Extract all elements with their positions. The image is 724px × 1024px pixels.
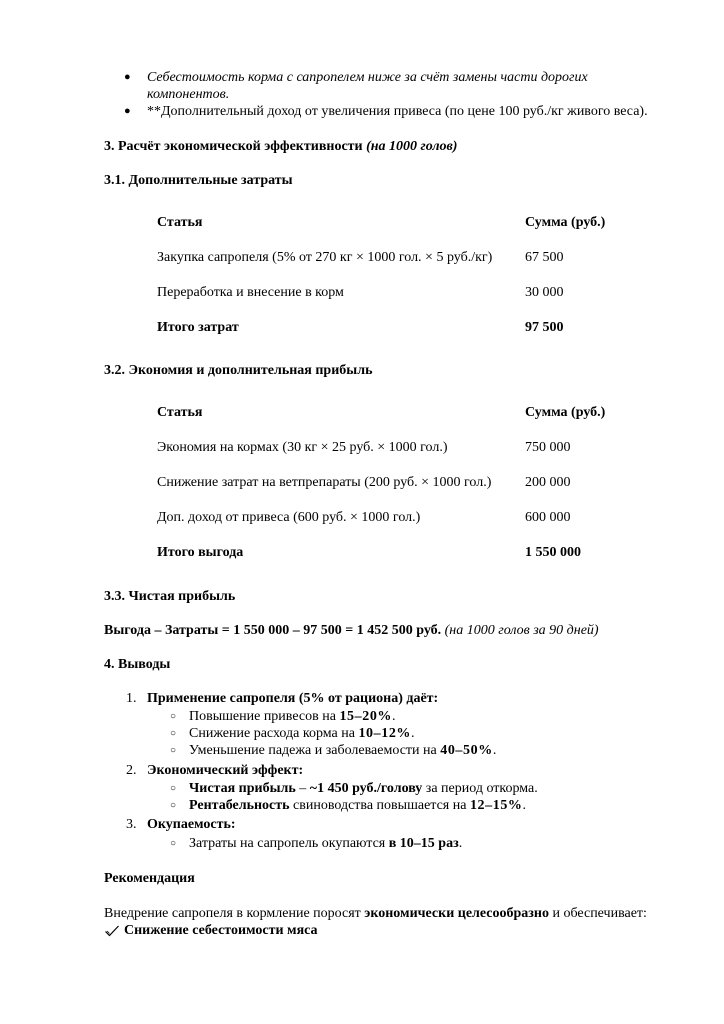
benefit-table-row-item: Экономия на кормах (30 кг × 25 руб. × 1000 гол.) xyxy=(157,440,448,455)
subitem-value: 40–50% xyxy=(440,743,493,758)
subitem-text: свиноводства повышается на xyxy=(289,798,470,813)
recommendation-text xyxy=(104,905,647,922)
benefit-table-row-item: Снижение затрат на ветпрепараты (200 руб. × 1000 гол.) xyxy=(157,475,492,490)
circle-bullet-icon: ○ xyxy=(170,711,177,722)
benefit-table-row-amount: 600 000 xyxy=(525,510,571,525)
benefit-table-row-item: Доп. доход от привеса (600 руб. × 1000 гол.) xyxy=(157,510,421,525)
subitem-end: . xyxy=(522,798,527,813)
section-3-3-title: 3.3. Чистая прибыль xyxy=(104,589,236,604)
subitem-text: Повышение привесов на xyxy=(189,709,340,724)
subitem-text: Затраты на сапропель окупаются xyxy=(189,836,389,851)
costs-table-total-item: Итого затрат xyxy=(157,320,239,335)
subitem-end: . xyxy=(492,743,497,758)
benefit-table-total-item: Итого выгода xyxy=(157,545,244,560)
recommendation-post: и обеспечивает: xyxy=(548,906,647,921)
subitem-end: . xyxy=(458,836,463,851)
costs-table-row-item: Закупка сапропеля (5% от 270 кг × 1000 гол. × 5 руб./кг) xyxy=(157,250,493,265)
conclusion-subitem xyxy=(189,742,496,759)
costs-table-row-amount: 30 000 xyxy=(525,285,564,300)
costs-table-total-amount: 97 500 xyxy=(525,320,564,335)
net-profit-formula: Выгода – Затраты = 1 550 000 – 97 500 = 1 452 500 руб. xyxy=(104,623,442,638)
conclusion-number: 1. xyxy=(126,691,137,706)
costs-table-header-amount: Сумма (руб.) xyxy=(525,215,606,230)
conclusion-number: 3. xyxy=(126,817,137,832)
benefit-table-total-amount: 1 550 000 xyxy=(525,545,581,560)
conclusion-title: Экономический эффект: xyxy=(147,763,304,778)
costs-table-row-amount: 67 500 xyxy=(525,250,564,265)
section-3-2-title: 3.2. Экономия и дополнительная прибыль xyxy=(104,363,373,378)
subitem-end: за период откорма. xyxy=(422,781,538,796)
intro-bullet-1-line1: Себестоимость корма с сапропелем ниже за счёт замены части дорогих xyxy=(147,70,588,85)
circle-bullet-icon: ○ xyxy=(170,838,177,849)
subitem-value: в 10–15 раз xyxy=(388,836,459,851)
subitem-end: . xyxy=(392,709,396,724)
subitem-value: 15–20% xyxy=(339,709,393,724)
net-profit-note: (на 1000 голов за 90 дней) xyxy=(444,623,599,638)
section-3-title: 3. Расчёт экономической эффективности xyxy=(104,139,363,154)
check-mark-icon xyxy=(104,924,120,938)
subitem-label: Чистая прибыль xyxy=(189,781,296,796)
recommendation-title: Рекомендация xyxy=(104,871,195,886)
section-3-1-title: 3.1. Дополнительные затраты xyxy=(104,173,293,188)
subitem-text: Уменьшение падежа и заболеваемости на xyxy=(189,743,441,758)
conclusion-number: 2. xyxy=(126,763,137,778)
recommendation-bold: экономически целесообразно xyxy=(364,906,549,921)
benefit-table-row-amount: 200 000 xyxy=(525,475,571,490)
section-4-title: 4. Выводы xyxy=(104,657,171,672)
subitem-text: – xyxy=(295,781,310,796)
circle-bullet-icon: ○ xyxy=(170,728,177,739)
subitem-value: 12–15% xyxy=(469,798,523,813)
recommendation-pre: Внедрение сапропеля в кормление поросят xyxy=(104,906,365,921)
costs-table-row-item: Переработка и внесение в корм xyxy=(157,285,344,300)
conclusion-title: Применение сапропеля (5% от рациона) даёт: xyxy=(147,691,439,706)
circle-bullet-icon: ○ xyxy=(170,800,177,811)
conclusion-subitem xyxy=(189,797,526,814)
intro-bullet-1-line2: компонентов. xyxy=(147,87,230,102)
benefit-table-header-amount: Сумма (руб.) xyxy=(525,405,606,420)
section-3-heading xyxy=(104,138,457,155)
benefit-table-row-amount: 750 000 xyxy=(525,440,571,455)
bullet-icon: ● xyxy=(124,71,131,83)
net-profit-line xyxy=(104,622,599,639)
recommendation-check-item: Снижение себестоимости мяса xyxy=(124,923,318,938)
conclusion-title: Окупаемость: xyxy=(147,817,236,832)
subitem-text: Снижение расхода корма на xyxy=(189,726,359,741)
conclusion-subitem xyxy=(189,725,415,742)
subitem-label: Рентабельность xyxy=(189,798,290,813)
circle-bullet-icon: ○ xyxy=(170,745,177,756)
conclusion-subitem xyxy=(189,780,538,797)
intro-bullet-2: **Дополнительный доход от увеличения привеса (по цене 100 руб./кг живого веса). xyxy=(147,104,648,119)
circle-bullet-icon: ○ xyxy=(170,783,177,794)
costs-table-header-item: Статья xyxy=(157,215,203,230)
conclusion-subitem xyxy=(189,708,396,725)
bullet-icon: ● xyxy=(124,105,131,117)
benefit-table-header-item: Статья xyxy=(157,405,203,420)
section-3-note: (на 1000 голов) xyxy=(366,139,458,154)
subitem-value: ~1 450 руб./голову xyxy=(309,781,423,796)
subitem-value: 10–12% xyxy=(358,726,412,741)
subitem-end: . xyxy=(411,726,415,741)
conclusion-subitem xyxy=(189,835,462,852)
